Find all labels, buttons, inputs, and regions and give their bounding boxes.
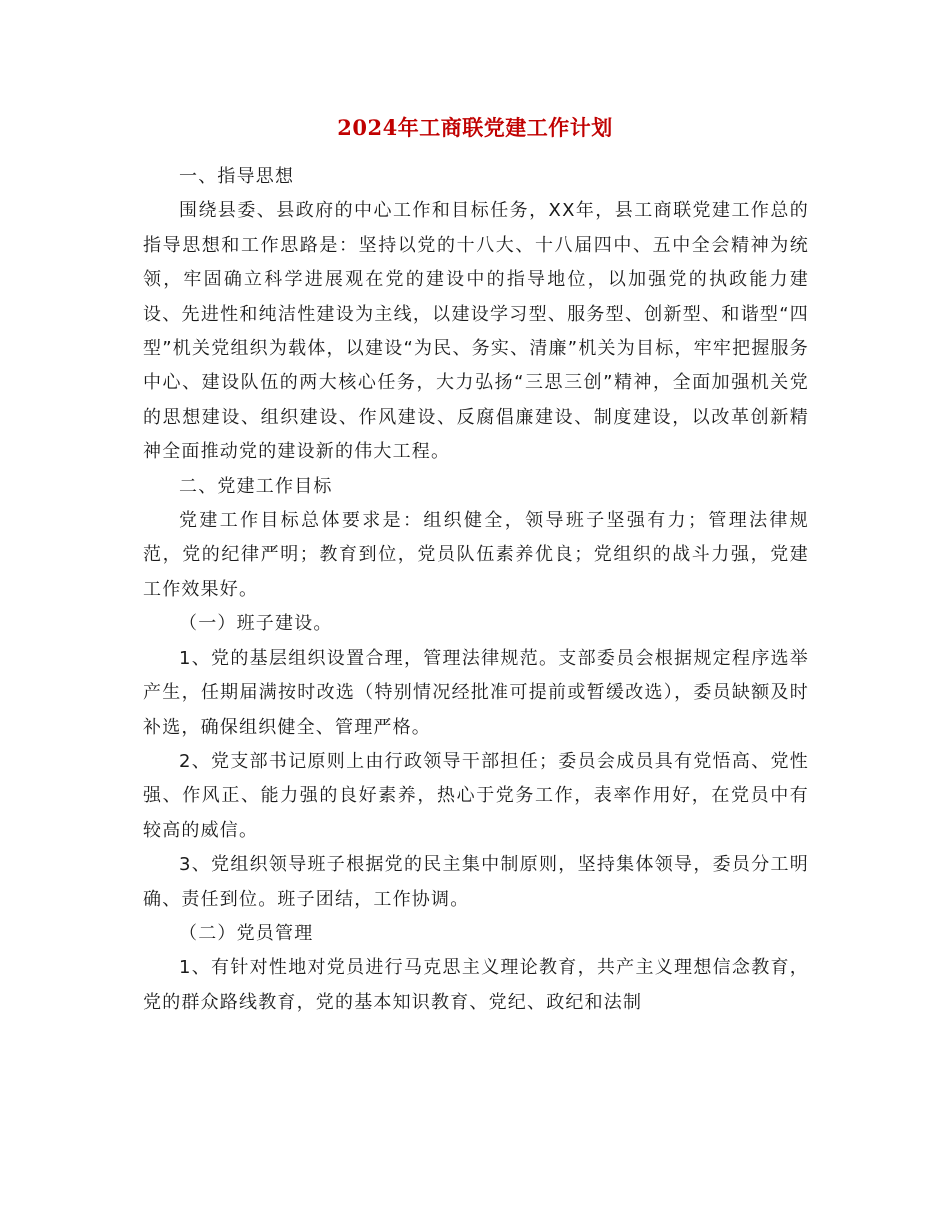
paragraph-goals: 党建工作目标总体要求是：组织健全，领导班子坚强有力；管理法律规范，党的纪律严明；教育到位，党员队伍素养优良；党组织的战斗力强，党建工作效果好。 — [143, 510, 809, 600]
paragraph-team-building-2: 2、党支部书记原则上由行政领导干部担任；委员会成员具有党悟高、党性强、作风正、能力强的良好素养，热心于党务工作，表率作用好，在党员中有较高的威信。 — [143, 750, 809, 841]
section-heading-goals: 二、党建工作目标 — [179, 475, 333, 497]
document-body — [143, 160, 809, 1020]
section-heading-guiding-thought: 一、指导思想 — [179, 166, 295, 187]
paragraph-member-management-1: 1、有针对性地对党员进行马克思主义理论教育，共产主义理想信念教育，党的群众路线教育，党的基本知识教育、党纪、政纪和法制 — [143, 957, 809, 1013]
subsection-heading-team-building: （一）班子建设。 — [179, 613, 333, 635]
paragraph-team-building-3: 3、党组织领导班子根据党的民主集中制原则，坚持集体领导，委员分工明确、责任到位。班子团结，工作协调。 — [143, 854, 809, 910]
paragraph-guiding-thought: 围绕县委、县政府的中心工作和目标任务，XX年，县工商联党建工作总的指导思想和工作思路是：坚持以党的十八大、十八届四中、五中全会精神为统领，牢固确立科学进展观在党的建设中的指导地位，以加强党的执政能力建设、先进性和纯洁性建设为主线，以建设学习型、服务型、创新型、和谐型“四型”机关党组织为载体，以建设“为民、务实、清廉”机关为目标，牢牢把握服务中心、建设队伍的两大核心任务，大力弘扬“三思三创”精神，全面加强机关党的思想建设、组织建设、作风建设、反腐倡廉建设、制度建设，以改革创新精神全面推动党的建设新的伟大工程。 — [143, 200, 809, 463]
document-title: 2024年工商联党建工作计划 — [337, 115, 613, 140]
paragraph-team-building-1: 1、党的基层组织设置合理，管理法律规范。支部委员会根据规定程序选举产生，任期届满按时改选（特别情况经批准可提前或暂缓改选），委员缺额及时补选，确保组织健全、管理严格。 — [143, 647, 809, 738]
subsection-heading-member-management: （二）党员管理 — [179, 922, 314, 944]
